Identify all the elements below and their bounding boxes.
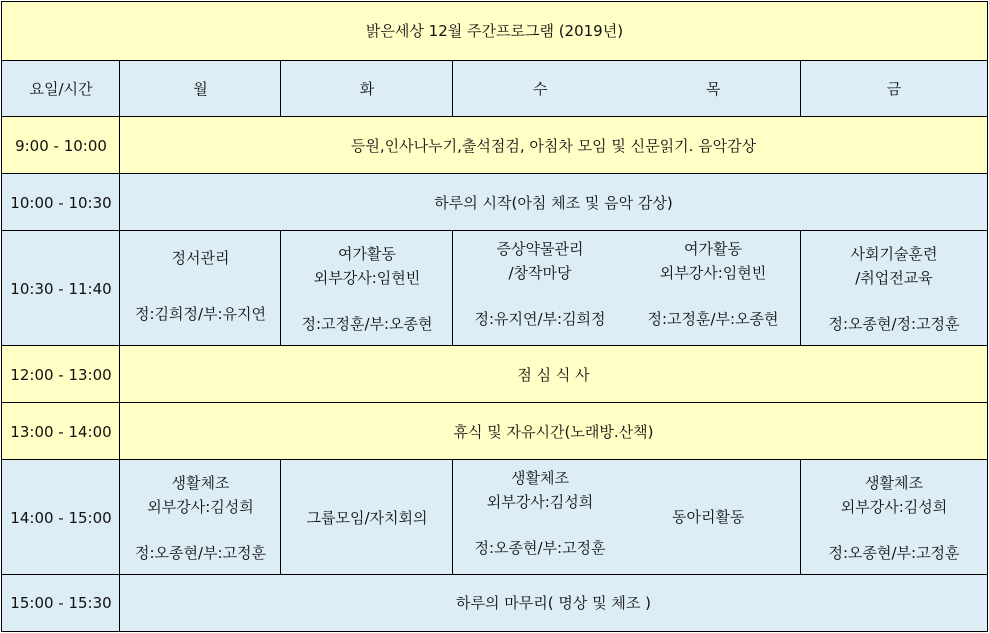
row-1500-activity-text: 하루의 마무리( 명상 및 체조 ) (456, 594, 651, 612)
row-1400-fri-staff: 정:오종현/부:고정훈 (828, 543, 960, 562)
row-1200-activity (119, 345, 988, 404)
row-0900-time (1, 116, 121, 175)
row-1400-fri-program (828, 471, 959, 565)
row-1000-time-label: 10:00 - 10:30 (10, 193, 112, 212)
row-1400-mon-title: 생활체조 (171, 473, 230, 492)
row-1000-activity-text: 하루의 시작(아침 체조 및 음악 감상) (434, 193, 673, 212)
header-time-label: 요일/시간 (29, 79, 93, 98)
row-1030-tue-title: 여가활동 (338, 244, 396, 263)
row-1030-wed-program (460, 237, 620, 331)
header-day-fri (800, 60, 988, 117)
row-1300-time (1, 402, 121, 461)
row-1200-activity-text: 점 심 식 사 (517, 365, 590, 384)
row-1400-fri-instructor: 외부강사:김성희 (840, 497, 948, 516)
header-day-wed-thu (452, 60, 802, 117)
row-1500-time-label: 15:00 - 15:30 (10, 594, 112, 612)
row-1030-tue-cell (280, 230, 454, 347)
row-1300-activity-text: 휴식 및 자유시간(노래방.산책) (453, 422, 654, 441)
row-1000-activity (119, 173, 988, 232)
row-1030-tue-staff: 정:고정훈/부:오종현 (301, 314, 433, 333)
row-0900-activity-text: 등원,인사나누기,출석점검, 아침차 모임 및 신문읽기. 음악감상 (350, 136, 757, 155)
header-day-mon-label: 월 (193, 79, 208, 98)
row-0900-time-label: 9:00 - 10:00 (15, 136, 107, 155)
row-1030-mon-staff: 정:김희정/부:유지연 (134, 304, 267, 323)
row-1000-time (1, 173, 121, 232)
row-1500-time (1, 574, 121, 632)
row-1200-time (1, 345, 121, 404)
schedule-title (1, 1, 988, 61)
row-1030-thu-staff: 정:고정훈/부:오종현 (647, 310, 779, 328)
row-1400-tue-cell (280, 459, 454, 576)
row-1030-thu-title: 여가활동 (684, 240, 742, 258)
row-1400-fri-cell (800, 459, 988, 576)
row-1400-mon-program (135, 471, 266, 565)
row-1030-time (1, 230, 121, 347)
header-time-cell (1, 60, 121, 117)
row-1200-time-label: 12:00 - 13:00 (10, 365, 112, 384)
row-1400-time-label: 14:00 - 15:00 (10, 508, 112, 527)
row-1030-thu-instructor: 외부강사:임현빈 (659, 264, 767, 282)
header-day-wed-label: 수 (533, 80, 548, 98)
row-1400-mon-instructor: 외부강사:김성희 (147, 497, 254, 516)
header-day-thu-label: 목 (706, 80, 721, 98)
row-1500-activity (119, 574, 988, 632)
row-1030-mon-title: 정서관리 (171, 248, 230, 267)
row-1400-wed-program (460, 466, 620, 560)
row-1030-fri-sub: /취업전교육 (855, 268, 933, 287)
header-day-fri-label: 금 (886, 79, 902, 98)
row-1400-tue-title: 그룹모임/자치회의 (306, 508, 428, 527)
row-1400-thu-title: 동아리활동 (672, 508, 745, 526)
row-1300-activity (119, 402, 988, 461)
row-1030-fri-staff: 정:오종현/정:고정훈 (828, 314, 960, 333)
row-1030-mon-program (135, 246, 266, 326)
row-1300-time-label: 13:00 - 14:00 (10, 422, 112, 441)
schedule-title-text: 밝은세상 12월 주간프로그램 (2019년) (365, 22, 624, 40)
row-1030-time-label: 10:30 - 11:40 (10, 279, 112, 298)
row-1030-wed-sub: /창작마당 (508, 264, 572, 282)
row-1400-mon-staff: 정:오종현/부:고정훈 (134, 543, 267, 562)
row-1030-fri-title: 사회기술훈련 (850, 244, 938, 263)
row-1400-wed-staff: 정:오종현/부:고정훈 (474, 539, 606, 557)
row-1030-mon-cell (119, 230, 282, 347)
row-1030-fri-program (828, 242, 959, 336)
row-1030-tue-instructor: 외부강사:임현빈 (313, 268, 421, 287)
header-day-tue-label: 화 (359, 79, 375, 98)
row-1400-time (1, 459, 121, 576)
row-1400-fri-title: 생활체조 (865, 473, 923, 492)
row-1030-wed-title: 증상약물관리 (496, 240, 584, 258)
header-day-tue (280, 60, 454, 117)
row-1400-wed-instructor: 외부강사:김성희 (486, 493, 594, 511)
row-0900-activity (119, 116, 988, 175)
row-1030-tue-program (301, 242, 432, 336)
row-1400-mon-cell (119, 459, 282, 576)
row-1030-thu-program (633, 237, 793, 331)
header-day-mon (119, 60, 282, 117)
row-1400-wed-title: 생활체조 (511, 469, 569, 487)
row-1030-wed-staff: 정:유지연/부:김희정 (474, 310, 606, 328)
row-1030-fri-cell (800, 230, 988, 347)
